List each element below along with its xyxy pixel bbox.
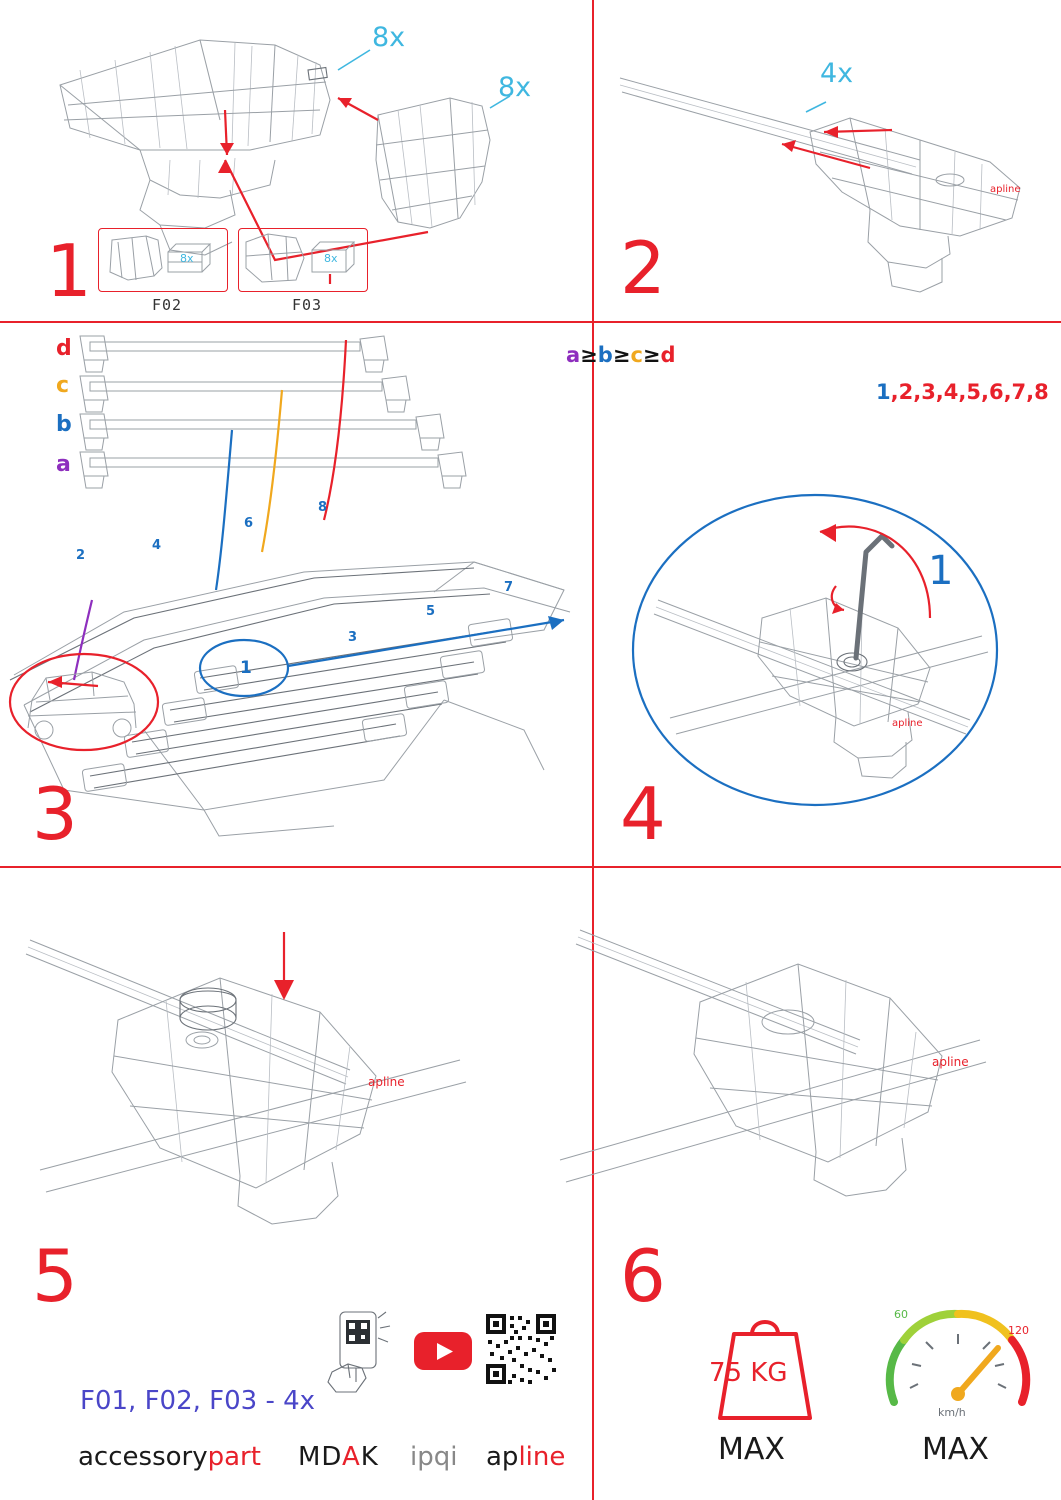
- step5-illustration: [20, 900, 490, 1220]
- divider-col-top: [592, 0, 594, 321]
- svg-text:accessorypart: accessorypart: [78, 1442, 261, 1472]
- divider-row1: [0, 321, 1061, 323]
- step-number-3: 3: [32, 772, 78, 856]
- step3-bars: [76, 330, 556, 490]
- bar-pos-3: 3: [348, 630, 358, 645]
- bar-letter-d: d: [56, 336, 72, 361]
- step-number-2: 2: [620, 226, 666, 310]
- max-speed-label: MAX: [922, 1432, 989, 1467]
- step4-illustration: [630, 490, 1010, 810]
- step4-sequence: [876, 378, 1056, 408]
- step-number-6: 6: [620, 1234, 666, 1318]
- inset-label-f02: F02: [152, 296, 183, 314]
- step1-qty-1: 8x: [372, 22, 406, 53]
- inset-f02-art: [98, 228, 226, 290]
- step4-callout-value: [928, 552, 929, 553]
- step-number-1: 1: [46, 229, 92, 313]
- bar-pos-7: 7: [504, 580, 514, 595]
- svg-text:apline: apline: [990, 184, 1021, 195]
- step-number-5: 5: [32, 1234, 78, 1318]
- bar-pos-2: 2: [76, 548, 86, 563]
- svg-text:apline: apline: [368, 1075, 405, 1089]
- bar-letter-a: a: [56, 452, 71, 477]
- youtube-icon[interactable]: [412, 1328, 476, 1374]
- svg-text:60: 60: [894, 1308, 908, 1321]
- divider-col-mid: [592, 321, 594, 866]
- step2-qty-1: 4x: [820, 58, 854, 89]
- step4-sequence-text: [876, 378, 877, 379]
- bar-pos-1: 1: [240, 658, 252, 678]
- formula-graphic: [566, 342, 706, 372]
- divider-row2: [0, 866, 1061, 868]
- bar-pos-4: 4: [152, 538, 162, 553]
- svg-text:8x: 8x: [324, 252, 338, 265]
- inset-label-f03: F03: [292, 296, 323, 314]
- speed-unit: [0, 0, 1, 1]
- svg-text:120: 120: [1008, 1324, 1029, 1337]
- bar-pos-5: 5: [426, 604, 436, 619]
- svg-text:apline: apline: [486, 1442, 566, 1472]
- bar-letter-b: b: [56, 412, 72, 437]
- svg-text:MDAK: MDAK: [298, 1442, 379, 1472]
- svg-text:km/h: km/h: [938, 1406, 966, 1419]
- svg-text:apline: apline: [932, 1055, 969, 1069]
- formula-text: [566, 342, 567, 343]
- max-weight-label: MAX: [718, 1432, 785, 1467]
- step6-illustration: [560, 890, 1010, 1190]
- qr-code[interactable]: [484, 1312, 558, 1386]
- inset-f03-art: [238, 228, 366, 290]
- svg-text:8x: 8x: [180, 252, 194, 265]
- svg-text:ipqi: ipqi: [410, 1442, 458, 1472]
- brand-row: [78, 1438, 598, 1478]
- svg-text:1,2,3,4,5,6,7,8: 1,2,3,4,5,6,7,8: [876, 380, 1049, 404]
- step1-qty-2: 8x: [498, 72, 532, 103]
- max-weight-value: 75 KG: [709, 1358, 788, 1388]
- bar-letter-c: c: [56, 373, 70, 398]
- svg-text:a≥b≥c≥d: a≥b≥c≥d: [566, 343, 676, 367]
- bar-pos-6: 6: [244, 516, 254, 531]
- car-front-inset: [6, 650, 166, 760]
- svg-text:1: 1: [928, 548, 954, 594]
- speedometer-icon: [880, 1298, 1040, 1428]
- svg-text:apline: apline: [892, 718, 923, 729]
- parts-line: F01, F02, F03 - 4x: [80, 1386, 316, 1416]
- phone-qr-icon: [322, 1308, 392, 1398]
- step-number-4: 4: [620, 772, 666, 856]
- bar-pos-8: 8: [318, 500, 328, 515]
